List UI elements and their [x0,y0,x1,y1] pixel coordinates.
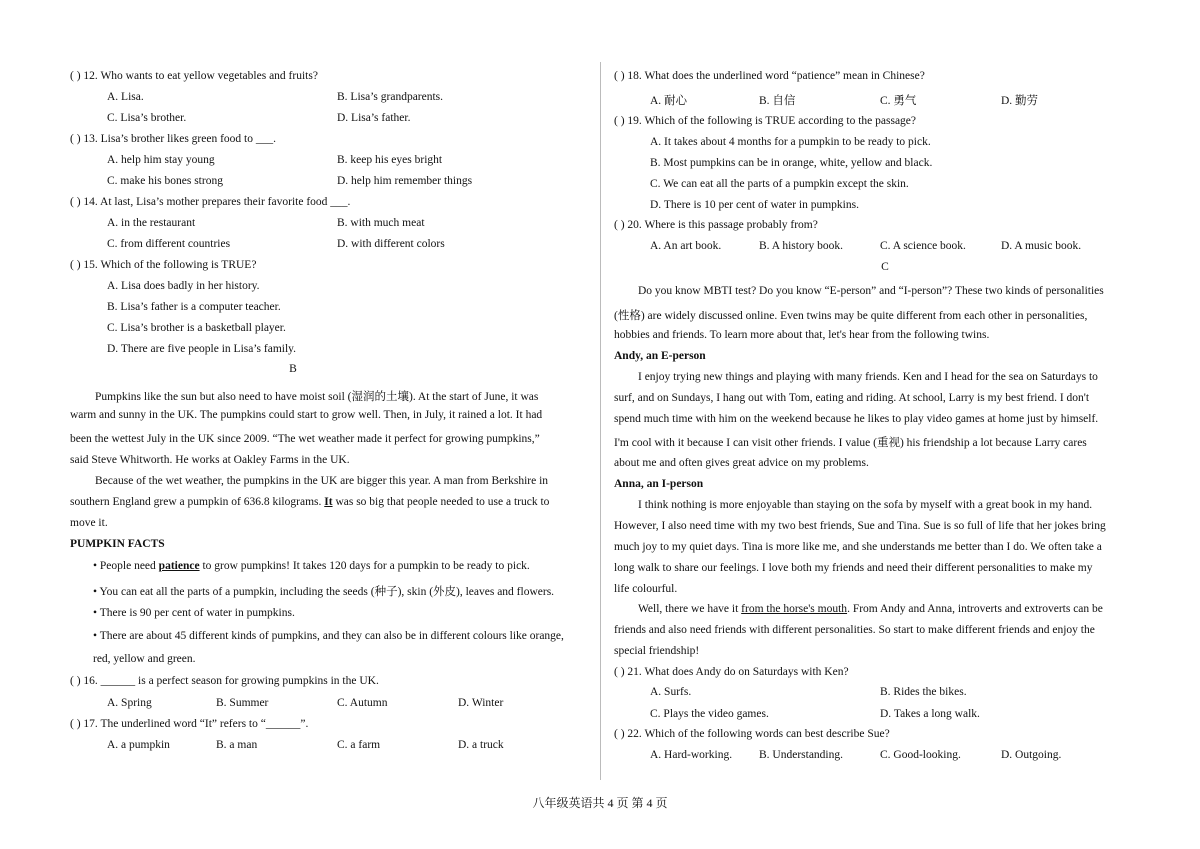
q17-option-d: D. a truck [458,739,504,751]
passage-b-line: said Steve Whitworth. He works at Oakley Farms in the UK. [70,454,350,466]
passage-c-line: about me and often gives great advice on my problems. [614,457,869,469]
q21-option-d: D. Takes a long walk. [880,708,980,720]
question-19: ( ) 19. Which of the following is TRUE according to the passage? [614,115,917,127]
passage-c-line: special friendship! [614,645,700,657]
fact-text: • People need [93,560,159,572]
q22-option-a: A. Hard-working. [650,749,733,761]
q22-option-b: B. Understanding. [759,749,844,761]
q12-option-b: B. Lisa’s grandparents. [337,91,444,103]
question-17: ( ) 17. The underlined word “It” refers to “______”. [70,718,309,730]
q18-option-a: A. 耐心 [650,95,688,107]
q19-option-c: C. We can eat all the parts of a pumpkin except the skin. [650,178,909,190]
question-20: ( ) 20. Where is this passage probably from? [614,219,818,231]
q18-option-d: D. 勤劳 [1001,95,1039,107]
q15-option-b: B. Lisa’s father is a computer teacher. [107,301,281,313]
andy-heading: Andy, an E-person [614,350,706,362]
passage-c-line: spend much time with him on the weekend because he likes to play video games at home just by himself. [614,413,1099,425]
question-15: ( ) 15. Which of the following is TRUE? [70,259,257,271]
q13-option-d: D. help him remember things [337,175,473,187]
q20-option-d: D. A music book. [1001,240,1082,252]
passage-c-line: much joy to my quiet days. Tina is more like me, and she understands me better than I do. We often take a [614,541,1102,553]
q14-option-b: B. with much meat [337,217,425,229]
passage-c-line: life colourful. [614,583,678,595]
page-footer: 八年级英语共 4 页 第 4 页 [532,796,668,810]
fact-item: • There is 90 per cent of water in pumpkins. [93,607,295,619]
passage-b-line: Because of the wet weather, the pumpkins in the UK are bigger this year. A man from Berkshire in [95,475,549,487]
passage-c-line: friends and also need friends with different personalities. So start to make different friends and enjoy the [614,624,1095,636]
q16-option-b: B. Summer [216,697,269,709]
q17-option-c: C. a farm [337,739,381,751]
q15-option-c: C. Lisa’s brother is a basketball player. [107,322,286,334]
passage-b-line: been the wettest July in the UK since 2009. “The wet weather made it perfect for growing pumpkins,” [70,433,540,445]
underlined-it: It [324,496,333,508]
q21-option-c: C. Plays the video games. [650,708,769,720]
passage-c-line: (性格) are widely discussed online. Even twins may be quite different from each other in personalities, [614,310,1088,322]
underlined-patience: patience [158,560,200,572]
q20-option-a: A. An art book. [650,240,722,252]
q17-option-a: A. a pumpkin [107,739,170,751]
q15-option-d: D. There are five people in Lisa’s family. [107,343,297,355]
q15-option-a: A. Lisa does badly in her history. [107,280,260,292]
passage-b-line [70,496,549,508]
q19-option-d: D. There is 10 per cent of water in pumpkins. [650,199,859,211]
question-13: ( ) 13. Lisa’s brother likes green food to ___. [70,133,276,145]
section-b-heading: B [289,363,297,375]
q17-option-b: B. a man [216,739,258,751]
passage-text: Well, there we have it [638,603,742,615]
passage-text: . From Andy and Anna, introverts and extroverts can be [847,603,1103,615]
q13-option-a: A. help him stay young [107,154,215,166]
q19-option-a: A. It takes about 4 months for a pumpkin to be ready to pick. [650,136,931,148]
q22-option-d: D. Outgoing. [1001,749,1062,761]
section-c-heading: C [881,261,889,273]
anna-heading: Anna, an I-person [614,478,704,490]
q12-option-a: A. Lisa. [107,91,144,103]
q19-option-b: B. Most pumpkins can be in orange, white, yellow and black. [650,157,933,169]
q18-option-b: B. 自信 [759,95,796,107]
q21-option-a: A. Surfs. [650,686,692,698]
q18-option-c: C. 勇气 [880,95,917,107]
question-18: ( ) 18. What does the underlined word “patience” mean in Chinese? [614,70,925,82]
fact-text: to grow pumpkins! It takes 120 days for a pumpkin to be ready to pick. [199,560,530,572]
q12-option-d: D. Lisa’s father. [337,112,411,124]
pumpkin-facts-title: PUMPKIN FACTS [70,538,165,550]
passage-c-line: I enjoy trying new things and playing with many friends. Ken and I head for the sea on Saturdays to [638,371,1098,383]
q16-option-a: A. Spring [107,697,152,709]
passage-c-line: I think nothing is more enjoyable than staying on the sofa by myself with a great book in my hand. [638,499,1093,511]
passage-text: was so big that people needed to use a truck to [332,496,550,508]
q20-option-c: C. A science book. [880,240,966,252]
q13-option-c: C. make his bones strong [107,175,223,187]
passage-b-line: warm and sunny in the UK. The pumpkins could start to grow well. Then, in July, it rained a lot. It had [70,409,543,421]
q12-option-c: C. Lisa’s brother. [107,112,187,124]
fact-item: • There are about 45 different kinds of pumpkins, and they can also be in different colours like orange, [93,630,564,642]
question-16: ( ) 16. ______ is a perfect season for growing pumpkins in the UK. [70,675,379,687]
question-21: ( ) 21. What does Andy do on Saturdays with Ken? [614,666,849,678]
q14-option-a: A. in the restaurant [107,217,196,229]
passage-c-line: However, I also need time with my two best friends, Sue and Tina. Sue is so full of life that her jokes bring [614,520,1106,532]
fact-item-continued: red, yellow and green. [93,653,196,665]
passage-c-line: I'm cool with it because I can visit other friends. I value (重视) his friendship a lot because Larry cares [614,437,1087,449]
fact-item: • You can eat all the parts of a pumpkin, including the seeds (种子), skin (外皮), leaves and flowers. [93,586,555,598]
question-12: ( ) 12. Who wants to eat yellow vegetables and fruits? [70,70,318,82]
q13-option-b: B. keep his eyes bright [337,154,443,166]
passage-b-line: Pumpkins like the sun but also need to have moist soil (湿润的土壤). At the start of June, it was [95,391,539,403]
passage-c-line: Do you know MBTI test? Do you know “E-person” and “I-person”? These two kinds of personalities [638,285,1104,297]
question-14: ( ) 14. At last, Lisa’s mother prepares their favorite food ___. [70,196,351,208]
q16-option-d: D. Winter [458,697,504,709]
passage-b-line: move it. [70,517,108,529]
passage-c-line [638,603,1103,615]
q21-option-b: B. Rides the bikes. [880,686,967,698]
fact-item [93,560,530,572]
q22-option-c: C. Good-looking. [880,749,961,761]
q20-option-b: B. A history book. [759,240,844,252]
q14-option-d: D. with different colors [337,238,445,250]
passage-c-line: long walk to share our feelings. I love both my friends and need their different personalities to make my [614,562,1093,574]
question-22: ( ) 22. Which of the following words can best describe Sue? [614,728,890,740]
q16-option-c: C. Autumn [337,697,388,709]
underlined-phrase: from the horse's mouth [741,603,848,615]
column-divider [600,62,601,780]
passage-c-line: surf, and on Sundays, I hang out with Tom, eating and riding. At school, Larry is my best friend. I don't [614,392,1090,404]
q14-option-c: C. from different countries [107,238,231,250]
passage-c-line: hobbies and friends. To learn more about that, let's hear from the following twins. [614,329,990,341]
passage-text: southern England grew a pumpkin of 636.8 kilograms. [70,496,325,508]
